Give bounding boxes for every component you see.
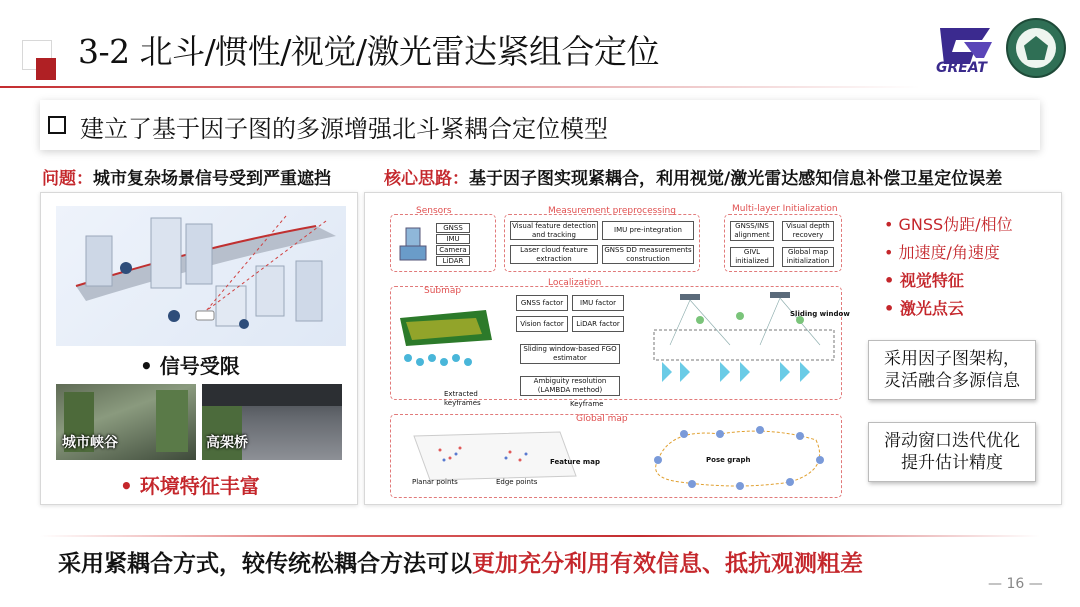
viaduct-deck [202, 384, 342, 406]
bullet-dot-icon: • [120, 474, 140, 498]
feature-map-label: Feature map [550, 458, 600, 466]
right-header-label: 核心思路： [384, 169, 469, 189]
visual-feature-box: Visual feature detection and tracking [510, 221, 598, 240]
page-number-value: 16 [1006, 576, 1025, 592]
bullet-dot-icon: • [884, 243, 894, 262]
edge-points-label: Edge points [496, 478, 538, 486]
sensor-gnss: GNSS [436, 223, 470, 233]
gnss-ins-alignment-box: GNSS/INS alignment [730, 221, 774, 241]
extracted-keyframes-label [444, 390, 484, 408]
list-item-visual-text: 视觉特征 [899, 271, 964, 290]
feature-map-illustration [410, 430, 590, 482]
initialization-title: Multi-layer Initialization [732, 204, 838, 214]
checkbox-square-icon [48, 116, 66, 134]
vision-factor-box: Vision factor [516, 316, 568, 332]
bullet-signal-limited [140, 350, 240, 379]
list-item-accel [884, 240, 1000, 263]
title-decoration-accent [36, 58, 56, 80]
submap-pointcloud-image [396, 300, 500, 376]
extracted-keyframes-text: Extracted keyframes [444, 390, 481, 407]
page-number [988, 576, 1043, 592]
planar-points-label: Planar points [412, 478, 458, 486]
laser-feature-box: Laser cloud feature extraction [510, 245, 598, 264]
left-header-label: 问题： [42, 169, 93, 189]
factor-graph-note-line2: 灵活融合多源信息 [884, 371, 1020, 391]
bullet-dot-icon: • [884, 271, 895, 290]
conclusion-text [58, 545, 863, 578]
bullet-signal-limited-text: 信号受限 [159, 354, 240, 378]
great-logo-text: GREAT [936, 60, 987, 76]
bullet-rich-features-text: 环境特征丰富 [139, 474, 260, 498]
lidar-factor-box: LiDAR factor [572, 316, 624, 332]
gnss-dd-box: GNSS DD measurements construction [602, 245, 694, 264]
title-underline [0, 86, 920, 88]
left-header-text: 城市复杂场景信号受到严重遮挡 [93, 169, 331, 189]
pose-graph-label: Pose graph [706, 456, 751, 464]
sensor-camera: Camera [436, 245, 470, 255]
bullet-dot-icon: • [884, 215, 894, 234]
bullet-dot-icon: • [140, 354, 160, 378]
sliding-window-note-box [868, 422, 1036, 482]
conclusion-part1: 采用紧耦合方式，较传统松耦合方法可以 [58, 551, 472, 577]
sensor-device-icon [396, 226, 430, 266]
right-header-text: 基于因子图实现紧耦合，利用视觉/激光雷达感知信息补偿卫星定位误差 [469, 169, 1003, 189]
great-logo [930, 18, 1002, 90]
keyframe-label: Keyframe [570, 400, 604, 408]
slide-title: 3-2 北斗/惯性/视觉/激光雷达紧组合定位 [78, 32, 659, 71]
imu-preintegration-box: IMU pre-integration [602, 221, 694, 240]
factor-graph-note-box [868, 340, 1036, 400]
fgo-estimator-box: Sliding window-based FGO estimator [520, 344, 620, 364]
bullet-rich-features [120, 470, 260, 499]
global-map-init-box: Global map initialization [782, 247, 834, 267]
building-green-right [156, 390, 188, 452]
sliding-window-note-line1: 滑动窗口迭代优化 [884, 431, 1020, 451]
list-item-gnss-text: GNSS伪距/相位 [898, 215, 1013, 234]
conclusion-part2: 更加充分利用有效信息、抵抗观测粗差 [472, 551, 863, 577]
urban-canyon-label: 城市峡谷 [62, 435, 118, 451]
city-scene-drawing [56, 206, 346, 346]
submap-title: Submap [424, 286, 462, 296]
list-item-visual [884, 268, 964, 291]
global-map-title: Global map [576, 414, 628, 424]
list-item-gnss [884, 212, 1013, 235]
list-item-accel-text: 加速度/角速度 [898, 243, 1000, 262]
sliding-window-illustration [640, 290, 836, 394]
factor-graph-note-line1: 采用因子图架构， [884, 349, 1020, 369]
bullet-dot-icon: • [884, 299, 895, 318]
localization-title: Localization [548, 278, 602, 288]
conclusion-divider [40, 535, 1040, 537]
page-number-dash-left: — [988, 576, 1007, 592]
imu-factor-box: IMU factor [572, 295, 624, 311]
sensors-title: Sensors [416, 206, 452, 216]
page-number-dash-right: — [1024, 576, 1043, 592]
measurement-title: Measurement preprocessing [548, 206, 676, 216]
left-header [42, 164, 331, 189]
list-item-laser [884, 296, 964, 319]
ambiguity-resolution-box: Ambiguity resolution (LAMBDA method) [520, 376, 620, 396]
subtitle-text: 建立了基于因子图的多源增强北斗紧耦合定位模型 [80, 115, 608, 143]
visual-depth-box: Visual depth recovery [782, 221, 834, 241]
sensor-imu: IMU [436, 234, 470, 244]
list-item-laser-text: 激光点云 [899, 299, 964, 318]
viaduct-label: 高架桥 [206, 435, 248, 451]
right-header [384, 164, 1002, 189]
sensor-lidar: LiDAR [436, 256, 470, 266]
gnss-factor-box: GNSS factor [516, 295, 568, 311]
givl-initialized-box: GIVL initialized [730, 247, 774, 267]
sliding-window-label: Sliding window [790, 310, 850, 318]
sliding-window-note-line2: 提升估计精度 [901, 453, 1003, 473]
